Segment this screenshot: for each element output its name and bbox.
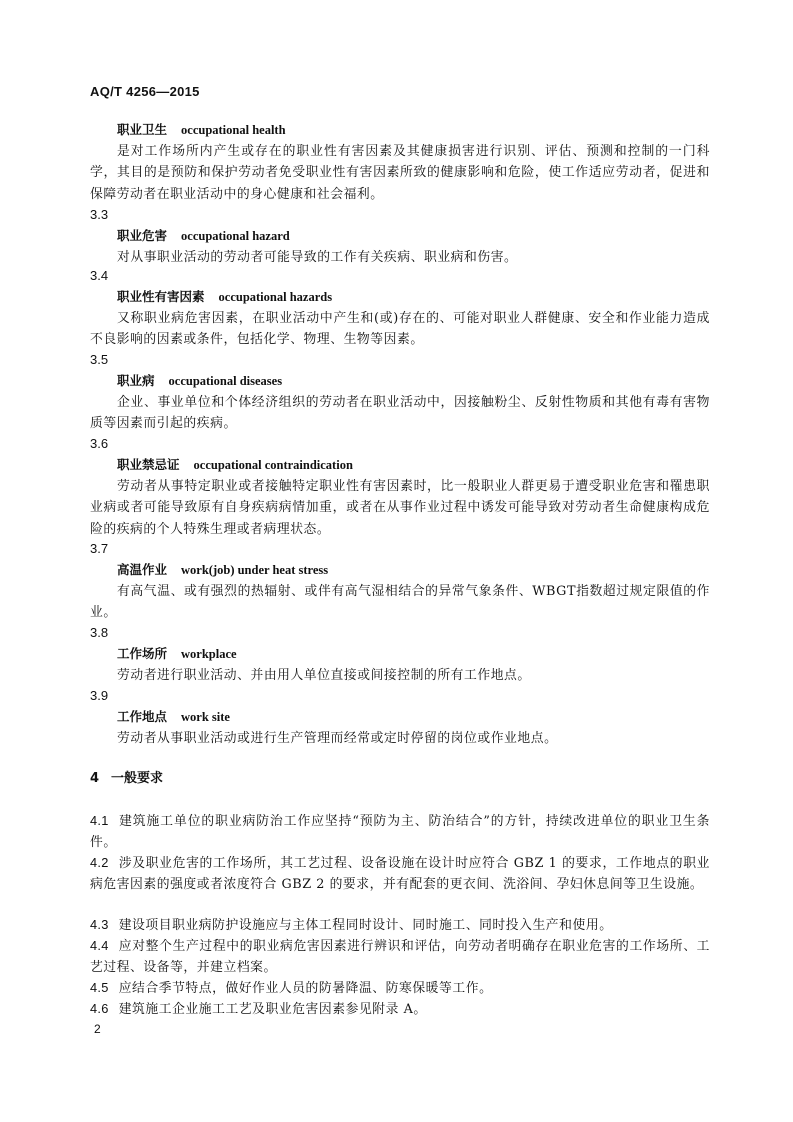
term-definition: 劳动者从事职业活动或进行生产管理而经常或定时停留的岗位或作业地点。	[117, 731, 558, 746]
term-en: occupational hazards	[218, 290, 333, 304]
clause-number: 4.4	[90, 938, 109, 953]
term-block	[90, 685, 710, 749]
requirement-text: 建筑施工企业施工工艺及职业危害因素参见附录 A。	[118, 1002, 427, 1017]
term-heading	[90, 559, 710, 581]
requirement-item	[90, 998, 710, 1020]
requirement-item	[90, 977, 710, 999]
page-number: 2	[94, 1022, 101, 1036]
requirement-item	[90, 914, 710, 936]
clause-number: 3.8	[90, 625, 109, 640]
term-block	[90, 538, 710, 624]
clause-number: 4.3	[90, 917, 109, 932]
term-heading	[90, 454, 710, 476]
term-heading	[90, 643, 710, 665]
term-heading	[90, 119, 710, 141]
term-en: workplace	[181, 647, 237, 661]
term-definition: 是对工作场所内产生或存在的职业性有害因素及其健康损害进行识别、评估、预测和控制的一门科学，其目的是预防和保护劳动者免受职业性有害因素所致的健康影响和危险，使工作适应劳动者，促进和保障劳动者在职业活动中的身心健康和社会福利。	[90, 144, 710, 202]
term-block-occupational-health	[90, 119, 710, 205]
term-definition: 又称职业病危害因素，在职业活动中产生和(或)存在的、可能对职业人群健康、安全和作业能力造成不良影响的因素或条件，包括化学、物理、生物等因素。	[90, 311, 710, 348]
term-zh: 职业危害	[117, 228, 168, 243]
term-en: occupational contraindication	[193, 458, 353, 472]
term-heading	[90, 286, 710, 308]
term-zh: 职业病	[117, 373, 155, 388]
term-en: work site	[181, 710, 230, 724]
clause-number: 4.2	[90, 855, 109, 870]
term-definition: 劳动者从事特定职业或者接触特定职业性有害因素时，比一般职业人群更易于遭受职业危害和罹患职业病或者可能导致原有自身疾病病情加重，或者在从事作业过程中诱发可能导致对劳动者生命健康构成危险的疾病的个人特殊生理或者病理状态。	[90, 479, 710, 537]
term-heading	[90, 225, 710, 247]
clause-number: 3.9	[90, 688, 109, 703]
clause-number: 3.6	[90, 436, 109, 451]
term-definition: 有高气温、或有强烈的热辐射、或伴有高气湿相结合的异常气象条件、WBGT指数超过规定限值的作业。	[90, 584, 710, 621]
standard-code-header: AQ/T 4256—2015	[90, 84, 200, 99]
term-zh: 职业性有害因素	[117, 289, 205, 304]
term-en: occupational diseases	[168, 374, 283, 388]
clause-number: 3.7	[90, 541, 109, 556]
term-en: occupational hazard	[181, 229, 290, 243]
term-zh: 工作场所	[117, 646, 168, 661]
term-zh: 职业禁忌证	[117, 457, 180, 472]
requirement-item	[90, 852, 710, 896]
term-zh: 高温作业	[117, 562, 168, 577]
term-zh: 工作地点	[117, 709, 168, 724]
term-en: work(job) under heat stress	[181, 563, 329, 577]
requirement-text: 应对整个生产过程中的职业病危害因素进行辨识和评估，向劳动者明确存在职业危害的工作场所、工艺过程、设备等，并建立档案。	[90, 939, 710, 976]
term-block	[90, 622, 710, 686]
requirement-text: 涉及职业危害的工作场所，其工艺过程、设备设施在设计时应符合 GBZ 1 的要求，工作地点的职业病危害因素的强度或者浓度符合 GBZ 2 的要求，并有配套的更衣间、洗浴间、孕妇休息间等卫生设施。	[90, 856, 710, 893]
term-heading	[90, 370, 710, 392]
term-block	[90, 265, 710, 351]
chapter-heading	[90, 768, 710, 789]
term-block	[90, 349, 710, 435]
requirement-text: 建筑施工单位的职业病防治工作应坚持“预防为主、防治结合”的方针，持续改进单位的职业卫生条件。	[90, 814, 710, 851]
term-zh: 职业卫生	[117, 122, 168, 137]
clause-number: 3.5	[90, 352, 109, 367]
term-definition: 对从事职业活动的劳动者可能导致的工作有关疾病、职业病和伤害。	[117, 250, 518, 265]
requirement-item	[90, 935, 710, 979]
clause-number: 4.5	[90, 980, 109, 995]
term-en: occupational health	[181, 123, 286, 137]
requirement-item	[90, 810, 710, 854]
term-block	[90, 433, 710, 540]
term-definition: 企业、事业单位和个体经济组织的劳动者在职业活动中，因接触粉尘、反射性物质和其他有毒有害物质等因素而引起的疾病。	[90, 395, 710, 432]
term-heading	[90, 706, 710, 728]
chapter-title: 一般要求	[111, 771, 164, 786]
clause-number: 4.6	[90, 1001, 109, 1016]
requirement-text: 应结合季节特点，做好作业人员的防暑降温、防寒保暖等工作。	[118, 981, 493, 996]
term-block	[90, 204, 710, 268]
requirement-text: 建设项目职业病防护设施应与主体工程同时设计、同时施工、同时投入生产和使用。	[118, 918, 613, 933]
clause-number: 3.4	[90, 268, 109, 283]
clause-number: 3.3	[90, 207, 109, 222]
term-definition: 劳动者进行职业活动、并由用人单位直接或间接控制的所有工作地点。	[117, 668, 531, 683]
clause-number: 4.1	[90, 813, 109, 828]
chapter-number: 4	[90, 771, 100, 786]
